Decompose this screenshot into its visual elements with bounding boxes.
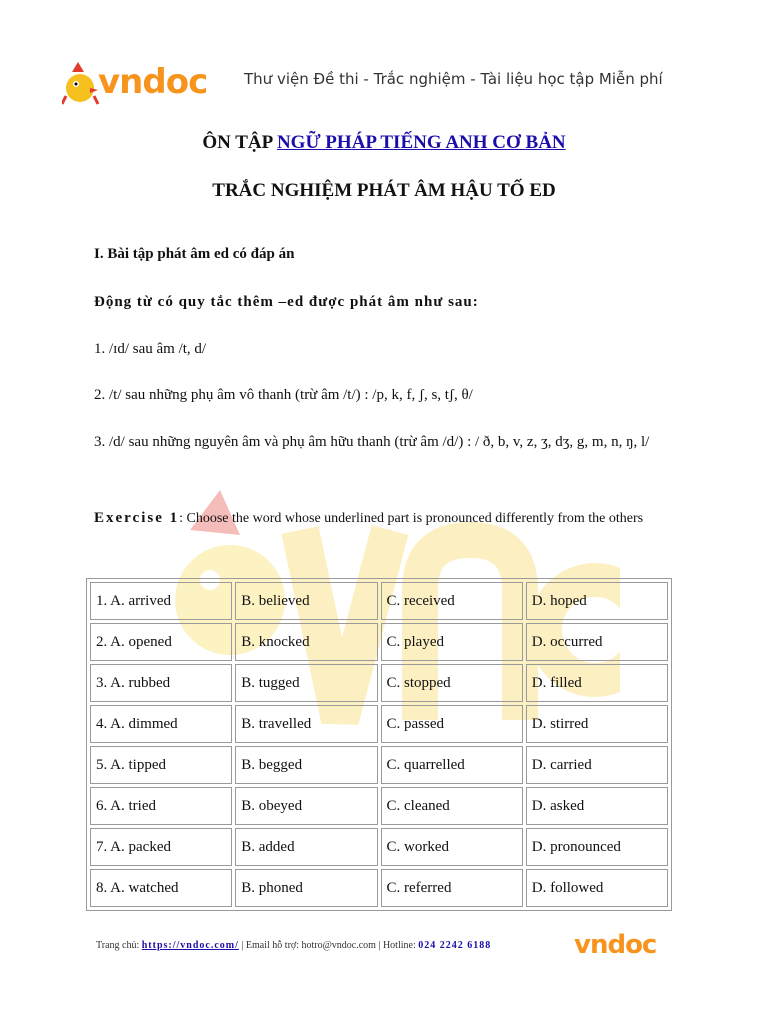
page-header bbox=[0, 0, 768, 110]
table-cell: D. hoped bbox=[526, 582, 668, 620]
table-cell: C. referred bbox=[381, 869, 523, 907]
table-row bbox=[90, 664, 668, 702]
footer-home-link[interactable]: https://vndoc.com/ bbox=[141, 940, 239, 951]
table-cell: B. tugged bbox=[235, 664, 377, 702]
table-row bbox=[90, 869, 668, 907]
logo-text[interactable]: vndoc bbox=[98, 62, 208, 102]
table-cell: B. travelled bbox=[235, 705, 377, 743]
table-cell: 2. A. opened bbox=[90, 623, 232, 661]
grammar-link[interactable]: NGỮ PHÁP TIẾNG ANH CƠ BẢN bbox=[276, 132, 566, 153]
answer-table bbox=[86, 578, 672, 911]
table-cell: C. worked bbox=[381, 828, 523, 866]
table-cell: 1. A. arrived bbox=[90, 582, 232, 620]
table-cell: C. received bbox=[381, 582, 523, 620]
title-prefix: ÔN TẬP bbox=[202, 132, 277, 153]
table-cell: D. asked bbox=[526, 787, 668, 825]
table-cell: D. carried bbox=[526, 746, 668, 784]
table-cell: C. passed bbox=[381, 705, 523, 743]
table-row bbox=[90, 705, 668, 743]
page-footer bbox=[96, 940, 491, 951]
table-cell: C. cleaned bbox=[381, 787, 523, 825]
table-row bbox=[90, 787, 668, 825]
rule-2: 2. /t/ sau những phụ âm vô thanh (trừ âm /t/) : /p, k, f, ʃ, s, tʃ, θ/ bbox=[94, 387, 473, 403]
footer-home-label: Trang chủ: bbox=[96, 940, 142, 951]
page-subtitle: TRẮC NGHIỆM PHÁT ÂM HẬU TỐ ED bbox=[212, 180, 556, 201]
table-cell: 6. A. tried bbox=[90, 787, 232, 825]
exercise-text: : Choose the word whose underlined part is pronounced differently from the others bbox=[179, 511, 644, 526]
table-cell: D. occurred bbox=[526, 623, 668, 661]
table-cell: B. phoned bbox=[235, 869, 377, 907]
rule-3: 3. /d/ sau những nguyên âm và phụ âm hữu thanh (trừ âm /d/) : / ð, b, v, z, ʒ, dʒ, g, m, n, ŋ, l/ bbox=[94, 434, 650, 450]
table-cell: B. begged bbox=[235, 746, 377, 784]
table-cell: B. obeyed bbox=[235, 787, 377, 825]
table-cell: B. believed bbox=[235, 582, 377, 620]
footer-hotline: 024 2242 6188 bbox=[418, 940, 492, 951]
table-cell: B. added bbox=[235, 828, 377, 866]
table-row bbox=[90, 582, 668, 620]
section-heading: I. Bài tập phát âm ed có đáp án bbox=[94, 246, 295, 262]
table-cell: D. pronounced bbox=[526, 828, 668, 866]
table-row bbox=[90, 828, 668, 866]
table-row bbox=[90, 746, 668, 784]
rule-1: 1. /ɪd/ sau âm /t, d/ bbox=[94, 341, 207, 357]
table-cell: D. followed bbox=[526, 869, 668, 907]
table-cell: C. played bbox=[381, 623, 523, 661]
footer-logo[interactable]: vndoc bbox=[574, 930, 657, 960]
page-title bbox=[0, 132, 768, 154]
table-cell: D. filled bbox=[526, 664, 668, 702]
table-cell: 8. A. watched bbox=[90, 869, 232, 907]
table-cell: 5. A. tipped bbox=[90, 746, 232, 784]
table-cell: B. knocked bbox=[235, 623, 377, 661]
table-row bbox=[90, 623, 668, 661]
table-cell: C. stopped bbox=[381, 664, 523, 702]
exercise-label: Exercise 1 bbox=[94, 510, 180, 526]
table-cell: 4. A. dimmed bbox=[90, 705, 232, 743]
table-cell: 7. A. packed bbox=[90, 828, 232, 866]
header-tagline: Thư viện Đề thi - Trắc nghiệm - Tài liệu học tập Miễn phí bbox=[244, 70, 663, 88]
rule-heading: Động từ có quy tắc thêm –ed được phát âm như sau: bbox=[94, 294, 479, 310]
table-cell: 3. A. rubbed bbox=[90, 664, 232, 702]
table-cell: C. quarrelled bbox=[381, 746, 523, 784]
exercise-instruction bbox=[94, 504, 678, 533]
footer-email: | Email hỗ trợ: hotro@vndoc.com | Hotline: bbox=[238, 940, 419, 951]
table-cell: D. stirred bbox=[526, 705, 668, 743]
